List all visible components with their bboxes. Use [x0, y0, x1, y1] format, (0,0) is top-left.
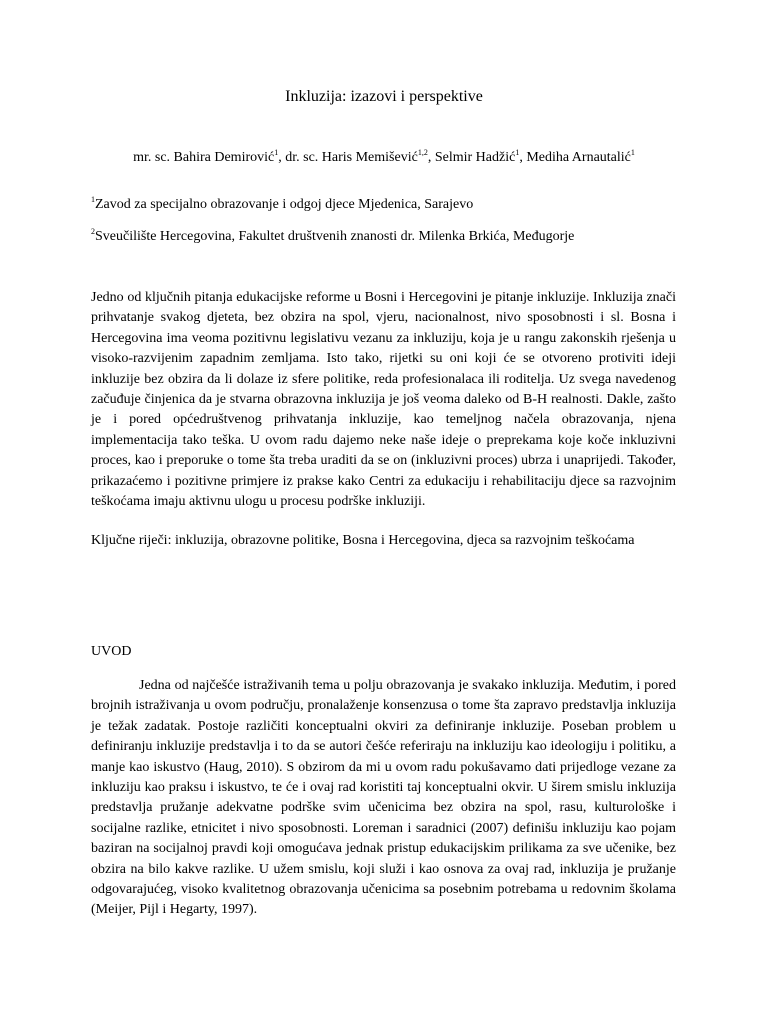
author-affiliation-mark: 1,2	[417, 148, 428, 157]
author-affiliation-mark: 1	[274, 148, 279, 157]
affiliation-2	[91, 229, 574, 245]
author-affiliation-mark: 1	[515, 148, 520, 157]
author-name: Selmir Hadžić	[434, 150, 516, 165]
affiliation-text: Zavod za specijalno obrazovanje i odgoj djece Mjedenica, Sarajevo	[95, 197, 474, 212]
author-list	[0, 150, 768, 166]
author-separator: ,	[427, 150, 435, 165]
intro-paragraph: Jedna od najčešće istraživanih tema u polju obrazovanja je svakako inkluzija. Međutim, i pored brojnih istraživanja u ovom području, pronalaženje konsenzusa o tome šta zapravo predstavlja inkluzija je težak zadatak. Postoje različiti konceptualni okviri za definiranje inkluzije. Poseban problem u definiranju inkluzije predstavlja i to da se autori češće referiraju na inkluziju kao ideologiju i politiku, a manje kao iskustvo (Haug, 2010). S obzirom da mi u ovom radu pokušavamo dati prijedloge vezane za inkluziju kao praksu i iskustvo, te će i ovaj rad koristiti taj konceptualni okvir. U širem smislu inkluzija predstavlja pružanje adekvatne podrške svim učenicima bez obzira na spol, rasu, kulturološke i socijalne razlike, etnicitet i nivo sposobnosti. Loreman i saradnici (2007) definišu inkluziju kao pojam baziran na socijalnoj pravdi koji omogućava jednak pristup edukacijskim prilikama za sve učenike, bez obzira na bilo kakve razlike. U užem smislu, koji služi i kao osnova za ovaj rad, inkluzija je pružanje odgovarajućeg, visoko kvalitetnog obrazovanja učenicima sa posebnim potrebama u redovnim školama (Meijer, Pijl i Hegarty, 1997).	[91, 678, 676, 918]
abstract-paragraph: Jedno od ključnih pitanja edukacijske reforme u Bosni i Hercegovini je pitanje inkluzije. Inkluzija znači prihvatanje svakog djeteta, bez obzira na spol, vjeru, nacionalnost, nivo sposobnosti i sl. Bosna i Hercegovina ima veoma pozitivnu legislativu vezanu za inkluziju, koja je u rangu zakonskih rješenja u visoko-razvijenim zapadnim zemljama. Isto tako, rijetki su oni koji će se otvoreno protiviti ideji inkluzije bez obzira da li dolaze iz sfere politike, reda profesionalaca ili roditelja. Uz svega navedenog začuđuje činjenica da je stvarna obrazovna inkluzija je još veoma daleko od B-H realnosti. Dakle, zašto je i pored općedruštvenog prihvatanja inkluzije, kao temeljnog načela obrazovanja, njena implementacija tako teška. U ovom radu dajemo neke naše ideje o preprekama koje koče inkluzivni proces, kao i preporuke o tome šta treba uraditi da se on (inkluzivni proces) ubrza i unaprijedi. Također, prikazaćemo i pozitivne primjere iz prakse kako Centri za edukaciju i rehabilitaciju djece sa razvojnim teškoćama imaju aktivnu ulogu u procesu podrške inkluziji.	[91, 290, 676, 510]
author-name: mr. sc. Bahira Demirović	[133, 150, 275, 165]
author-name: Mediha Arnautalić	[526, 150, 631, 165]
author-affiliation-mark: 1	[630, 148, 635, 157]
affiliation-text: Sveučilište Hercegovina, Fakultet društvenih znanosti dr. Milenka Brkića, Međugorje	[95, 229, 575, 244]
affiliation-mark: 2	[91, 227, 95, 236]
author-separator: ,	[278, 150, 286, 165]
author-separator: ,	[519, 150, 527, 165]
section-heading: UVOD	[91, 644, 132, 659]
paper-title: Inkluzija: izazovi i perspektive	[285, 88, 483, 105]
affiliation-1	[91, 197, 473, 213]
keywords-paragraph: Ključne riječi: inkluzija, obrazovne politike, Bosna i Hercegovina, djeca sa razvojnim teškoćama	[91, 533, 635, 548]
author-name: dr. sc. Haris Memišević	[285, 150, 418, 165]
affiliation-mark: 1	[91, 195, 95, 204]
